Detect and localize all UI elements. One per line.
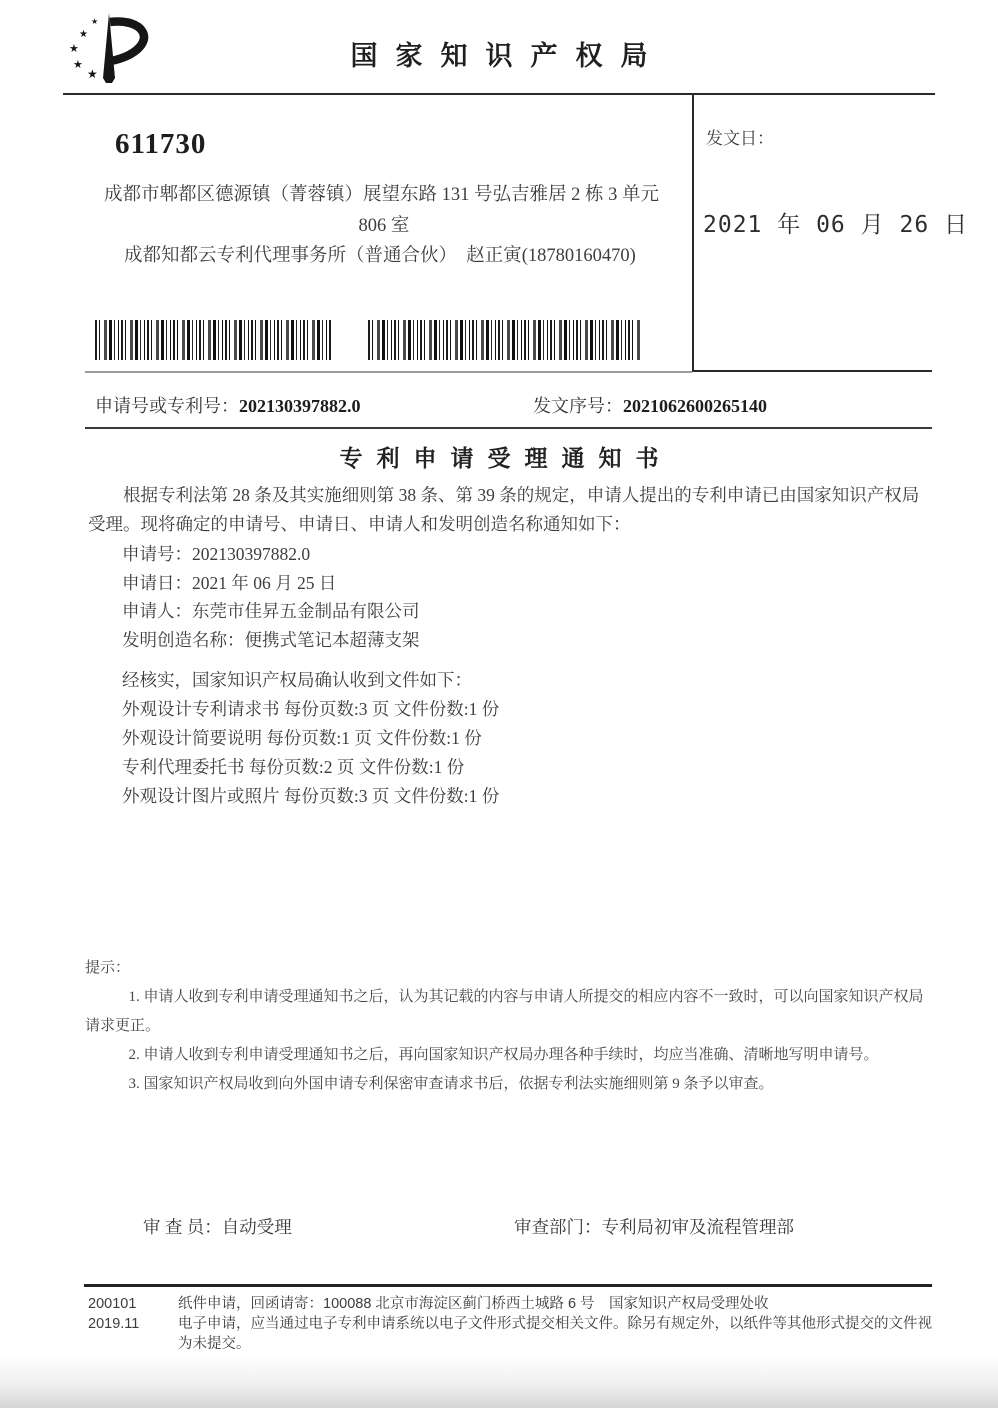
footer-electronic-line: 电子申请，应当通过电子专利申请系统以电子文件形式提交相关文件。除另有规定外，以纸件等其他形式提交的文件视为未提交。 xyxy=(178,1316,932,1352)
field-application-date xyxy=(122,569,420,598)
field-label: 发明创造名称： xyxy=(122,629,245,650)
star-icon: ★ xyxy=(91,17,99,26)
footer-paper-line: 纸件申请，回函请寄：100088 北京市海淀区蓟门桥西土城路 6 号 国家知识产权局受理处收 xyxy=(178,1296,769,1312)
star-icon: ★ xyxy=(87,67,98,81)
form-version: 2019.11 xyxy=(88,1316,140,1332)
field-label: 申请号： xyxy=(122,544,192,564)
footer-divider xyxy=(84,1284,932,1287)
notice-paragraph: 根据专利法第 28 条及其实施细则第 38 条、第 39 条的规定，申请人提出的专利申请已由国家知识产权局受理。现将确定的申请号、申请日、申请人和发明创造名称通知如下： xyxy=(88,485,920,534)
received-file-item: 外观设计图片或照片 每份页数:3 页 文件份数:1 份 xyxy=(122,786,500,806)
datebox-left-border xyxy=(692,93,694,372)
serial-number-label: 发文序号： xyxy=(533,396,623,416)
recipient-agent-line: 成都知都云专利代理事务所（普通合伙） 赵正寅(18780160470) xyxy=(124,246,636,266)
star-icon: ★ xyxy=(69,43,79,55)
department-field xyxy=(514,1214,794,1239)
field-invention-title xyxy=(122,626,420,655)
field-label: 申请日： xyxy=(122,572,192,593)
barcode-left xyxy=(95,320,331,360)
received-intro: 经核实，国家知识产权局确认收到文件如下： xyxy=(122,670,472,690)
barcode-right xyxy=(368,320,640,360)
field-value: 东莞市佳昇五金制品有限公司 xyxy=(192,601,420,621)
agency-title: 国家知识产权局 xyxy=(350,41,666,71)
header-divider xyxy=(63,93,935,95)
datebox-bottom-border xyxy=(692,370,932,372)
field-value: 2021 年 06 月 25 日 xyxy=(192,572,337,593)
field-application-number xyxy=(122,540,420,569)
tip-item: 3. 国家知识产权局收到向外国申请专利保密审查请求书后，依据专利法实施细则第 9 条予以审查。 xyxy=(128,1076,774,1092)
examiner-field xyxy=(143,1214,292,1239)
department-label: 审查部门： xyxy=(514,1217,602,1237)
received-file-item: 专利代理委托书 每份页数:2 页 文件份数:1 份 xyxy=(122,757,465,777)
examiner-label: 审 查 员： xyxy=(143,1217,222,1237)
address-cell-bottom-border xyxy=(85,371,692,373)
received-file-item: 外观设计简要说明 每份页数:1 页 文件份数:1 份 xyxy=(122,728,482,748)
recipient-code: 611730 xyxy=(115,128,207,160)
footer-instructions xyxy=(178,1294,940,1354)
scan-shadow-artifact xyxy=(0,1356,998,1408)
tip-item: 1. 申请人收到专利申请受理通知书之后，认为其记载的内容与申请人所提交的相应内容不一致时，可以向国家知识产权局请求更正。 xyxy=(85,989,924,1034)
recipient-address-line2: 806 室 xyxy=(358,216,410,236)
department-value: 专利局初审及流程管理部 xyxy=(601,1217,794,1237)
received-file-item: 外观设计专利请求书 每份页数:3 页 文件份数:1 份 xyxy=(122,699,500,719)
tips-heading: 提示： xyxy=(85,960,131,976)
field-applicant xyxy=(122,597,420,626)
recipient-address-line1: 成都市郫都区德源镇（菁蓉镇）展望东路 131 号弘吉雅居 2 栋 3 单元 xyxy=(104,185,660,205)
examiner-value: 自动受理 xyxy=(221,1217,292,1237)
footer-form-codes xyxy=(88,1294,139,1334)
dispatch-date-value: 2021 年 06 月 26 日 xyxy=(703,212,969,238)
dispatch-date-label: 发文日： xyxy=(706,129,774,148)
tips-section xyxy=(85,954,935,1099)
received-documents xyxy=(122,666,499,811)
notice-title: 专利申请受理通知书 xyxy=(339,446,673,471)
field-value: 便携式笔记本超薄支架 xyxy=(244,629,420,650)
numbers-row-divider xyxy=(85,427,932,429)
field-label: 申请人： xyxy=(122,601,192,621)
serial-number-value: 2021062600265140 xyxy=(623,396,767,416)
tip-item: 2. 申请人收到专利申请受理通知书之后，再向国家知识产权局办理各种手续时，均应当准确、清晰地写明申请号。 xyxy=(128,1047,879,1063)
serial-number-field xyxy=(533,392,767,418)
application-number-field xyxy=(95,392,361,418)
application-number-value: 202130397882.0 xyxy=(239,396,361,416)
field-value: 202130397882.0 xyxy=(192,544,311,564)
application-fields xyxy=(122,540,420,654)
application-number-label: 申请号或专利号： xyxy=(95,396,239,416)
star-icon: ★ xyxy=(73,59,83,71)
form-code: 200101 xyxy=(88,1296,137,1312)
star-icon: ★ xyxy=(79,29,88,40)
